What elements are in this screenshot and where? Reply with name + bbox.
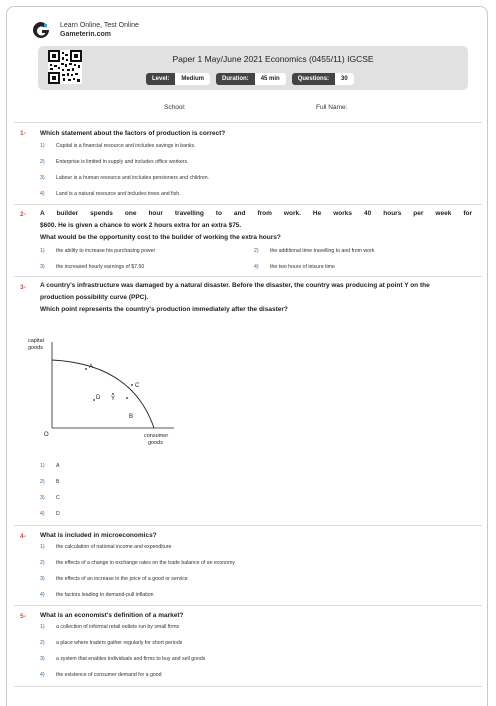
- duration-label: Duration:: [216, 73, 255, 85]
- option-3[interactable]: 3) a system that enables individuals and firms to buy and sell goods: [40, 656, 206, 662]
- question-text: What is included in microeconomics?: [40, 532, 157, 539]
- origin-label: O: [44, 432, 49, 438]
- question-text-line1: A country's infrastructure was damaged by a natural disaster. Before the disaster, the country was producing at point Y on the: [40, 282, 430, 289]
- level-label: Level:: [146, 73, 175, 85]
- option-1[interactable]: 1) a collection of informal retail outlets run by small firms: [40, 624, 180, 630]
- question-text: What is an economist's definition of a market?: [40, 612, 184, 619]
- option-4[interactable]: 4) the existence of consumer demand for a good: [40, 672, 162, 678]
- brand-tagline: Learn Online, Test Online: [60, 22, 139, 29]
- duration-value: 45 min: [255, 73, 286, 85]
- point-c-label: C: [135, 383, 140, 389]
- option-1[interactable]: 1) the calculation of national income and expenditure: [40, 544, 172, 550]
- full-name-field[interactable]: Full Name:: [316, 104, 348, 111]
- school-field[interactable]: School:: [164, 104, 186, 111]
- divider: [14, 686, 482, 687]
- option-2[interactable]: 2) a place where traders gather regularly for short periods: [40, 640, 183, 646]
- paper-title: Paper 1 May/June 2021 Economics (0455/11) IGCSE: [172, 54, 374, 64]
- question-text-line1: A builder spends one hour travelling to and from work. He works 40 hours per week for: [40, 210, 472, 217]
- ppc-diagram: [24, 334, 204, 454]
- option-1[interactable]: 1) the ability to increase his purchasing power: [40, 248, 156, 254]
- y-axis-label-line2: goods: [28, 345, 43, 351]
- question-text-line3: What would be the opportunity cost to the builder of working the extra hours?: [40, 234, 281, 241]
- point-y-label: Y: [111, 396, 116, 402]
- ppc-curve: [52, 360, 154, 428]
- questions-label: Questions:: [292, 73, 335, 85]
- question-text-line2: production possibility curve (PPC).: [40, 294, 149, 301]
- brand: [30, 20, 139, 40]
- option-4[interactable]: 4) the factors leading to demand-pull inflation: [40, 592, 154, 598]
- point-c-dot: [131, 384, 133, 386]
- option-1[interactable]: 1) Capital is a financial resource and includes savings in banks.: [40, 143, 196, 149]
- question-text-line3: Which point represents the country's production immediately after the disaster?: [40, 306, 288, 313]
- option-3[interactable]: 3) the increased hourly earnings of $7.50: [40, 264, 145, 270]
- option-2[interactable]: 2) B: [40, 479, 60, 485]
- question-number: 4-: [20, 533, 26, 540]
- questions-value: 30: [335, 73, 354, 85]
- question-text-line2: $600. He is given a chance to work 2 hours extra for an extra $75.: [40, 222, 242, 229]
- option-2[interactable]: 2) Enterprise is limited in supply and includes office workers.: [40, 159, 189, 165]
- gameterin-logo: [30, 20, 52, 40]
- question-number: 5-: [20, 613, 26, 620]
- questions-pill: [292, 73, 354, 85]
- level-value: Medium: [175, 73, 210, 85]
- divider: [14, 122, 482, 123]
- divider: [14, 525, 482, 526]
- option-1[interactable]: 1) A: [40, 463, 60, 469]
- question-number: 3-: [20, 284, 26, 291]
- option-4[interactable]: 4) the two hours of leisure time: [254, 264, 335, 270]
- divider: [14, 276, 482, 277]
- option-2[interactable]: 2) the additional time travelling to and from work: [254, 248, 375, 254]
- option-3[interactable]: 3) Labour is a human resource and includes pensioners and children.: [40, 175, 210, 181]
- question-number: 2-: [20, 211, 26, 218]
- option-3[interactable]: 3) the effects of an increase in the price of a good or service: [40, 576, 188, 582]
- question-number: 1-: [20, 130, 26, 137]
- point-b-dot: [126, 397, 128, 399]
- level-pill: [146, 73, 210, 85]
- x-axis-label-line2: goods: [148, 440, 163, 446]
- option-4[interactable]: 4) Land is a natural resource and includes trees and fish.: [40, 191, 181, 197]
- x-axis-label-line1: consumer: [144, 433, 169, 439]
- y-axis-label-line1: capital: [28, 338, 44, 344]
- question-text: Which statement about the factors of production is correct?: [40, 130, 226, 137]
- point-a-dot: [85, 368, 87, 370]
- point-d-dot: [93, 399, 95, 401]
- exam-header: [38, 46, 468, 90]
- option-4[interactable]: 4) D: [40, 511, 60, 517]
- point-y-dot: [112, 393, 114, 395]
- point-d-label: D: [96, 395, 101, 401]
- option-3[interactable]: 3) C: [40, 495, 60, 501]
- divider: [14, 204, 482, 205]
- duration-pill: [216, 73, 286, 85]
- option-2[interactable]: 2) the effects of a change in exchange rates on the trade balance of an economy: [40, 560, 235, 566]
- point-b-label: B: [129, 414, 134, 420]
- point-a-label: A: [89, 364, 94, 370]
- divider: [14, 605, 482, 606]
- brand-site[interactable]: Gameterin.com: [60, 31, 111, 38]
